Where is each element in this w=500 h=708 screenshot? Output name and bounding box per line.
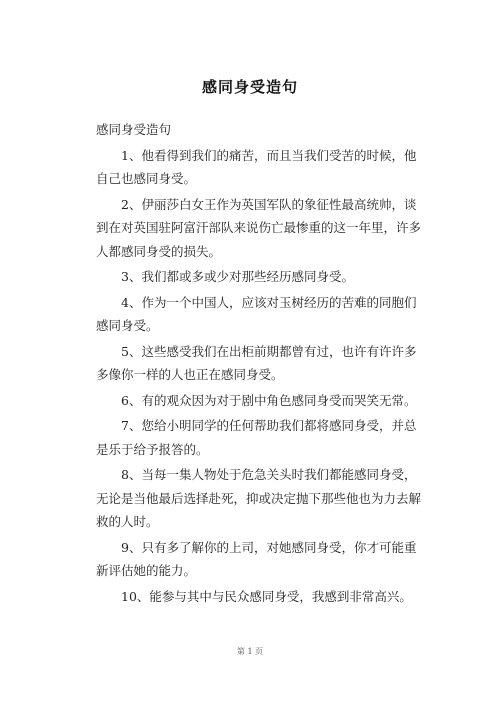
document-subtitle: 感同身受造句 [96, 122, 172, 137]
sentence-item: 10、能参与其中与民众感同身受，我感到非常高兴。 [121, 588, 412, 604]
sentence-item: 8、当每一集人物处于危急关头时我们都能感同身受，无论是当他最后选择赴死，抑或决定抛下那些他也为力去解救的人时。 [96, 467, 422, 529]
sentence-item: 6、有的观众因为对于剧中角色感同身受而哭笑无常。 [121, 392, 417, 408]
sentence-item: 9、只有多了解你的上司，对她感同身受，你才可能重新评估她的能力。 [96, 539, 417, 578]
sentence-item: 3、我们都或多或少对那些经历感同身受。 [121, 269, 354, 284]
document-title: 感同身受造句 [201, 78, 298, 96]
sentence-item: 7、您给小明同学的任何帮助我们都将感同身受，并总是乐于给予报答的。 [96, 418, 417, 457]
sentence-item: 5、这些感受我们在出柜前期都曾有过，也许有许许多多像你一样的人也正在感同身受。 [96, 343, 417, 382]
document-body [96, 118, 426, 610]
sentence-item: 2、伊丽莎白女王作为英国军队的象征性最高统帅，谈到在对英国驻阿富汗部队来说伤亡最惨重的这一年里，许多人都感同身受的损失。 [96, 196, 422, 259]
sentence-item: 1、他看得到我们的痛苦，而且当我们受苦的时候，他自己也感同身受。 [96, 147, 417, 186]
sentence-item: 4、作为一个中国人，应该对玉树经历的苦难的同胞们感同身受。 [96, 294, 417, 333]
page-number: 第 1 页 [236, 647, 264, 656]
